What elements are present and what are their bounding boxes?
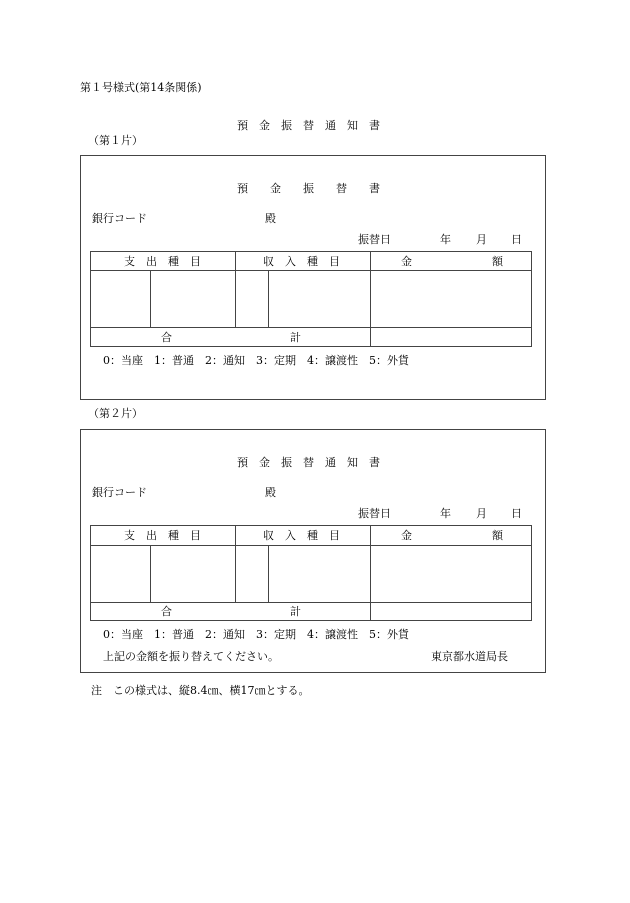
part1-year: 年 xyxy=(440,233,451,246)
part2-notice: 上記の金額を振り替えてください。 xyxy=(103,650,279,663)
part2-title: 預 金 振 替 通 知 書 xyxy=(237,456,380,469)
part2-col-amount-right: 額 xyxy=(492,529,503,542)
part2-table-total-line xyxy=(90,602,532,603)
part2-col-amount-left: 金 xyxy=(401,529,412,542)
part1-day: 日 xyxy=(511,233,522,246)
part1-table-divider xyxy=(370,251,371,347)
part1-total-right: 計 xyxy=(290,331,301,344)
part1-legend: 0：当座 1：普通 2：通知 3：定期 4：譲渡性 5：外貨 xyxy=(103,354,409,367)
part2-table-divider xyxy=(268,545,269,602)
part1-transfer-date-label: 振替日 xyxy=(358,233,391,246)
part1-col-expense: 支 出 種 目 xyxy=(124,255,201,268)
document-title: 預 金 振 替 通 知 書 xyxy=(237,119,380,132)
part1-month: 月 xyxy=(476,233,487,246)
part2-table-divider xyxy=(150,545,151,602)
part1-table-header-line xyxy=(90,270,532,271)
part1-table-divider xyxy=(268,270,269,327)
part2-bank-code-label: 銀行コード xyxy=(92,486,147,499)
part2-total-left: 合 xyxy=(161,605,172,618)
part2-day: 日 xyxy=(511,507,522,520)
part1-table-divider xyxy=(235,251,236,327)
part2-table-divider xyxy=(370,525,371,621)
part2-year: 年 xyxy=(440,507,451,520)
part2-addressee: 殿 xyxy=(265,486,276,499)
part1-col-amount-right: 額 xyxy=(492,255,503,268)
size-note: 注 この様式は、縦8.4㎝、横17㎝とする。 xyxy=(91,684,310,697)
part1-col-amount-left: 金 xyxy=(401,255,412,268)
part1-table-divider xyxy=(150,270,151,327)
part1-label: （第１片） xyxy=(88,134,143,147)
part1-bank-code-label: 銀行コード xyxy=(92,212,147,225)
part2-total-right: 計 xyxy=(290,605,301,618)
part2-month: 月 xyxy=(476,507,487,520)
part2-legend: 0：当座 1：普通 2：通知 3：定期 4：譲渡性 5：外貨 xyxy=(103,628,409,641)
form-number: 第１号様式(第14条関係) xyxy=(80,81,202,94)
part1-table-total-line xyxy=(90,327,532,328)
part2-label: （第２片） xyxy=(88,407,143,420)
part1-total-left: 合 xyxy=(161,331,172,344)
part2-table-header-line xyxy=(90,545,532,546)
part2-issuer: 東京都水道局長 xyxy=(431,650,508,663)
part1-addressee: 殿 xyxy=(265,212,276,225)
part1-title: 預 金 振 替 書 xyxy=(237,182,380,195)
part2-col-expense: 支 出 種 目 xyxy=(124,529,201,542)
part2-table-divider xyxy=(235,525,236,602)
part1-col-income: 収 入 種 目 xyxy=(263,255,340,268)
part2-transfer-date-label: 振替日 xyxy=(358,507,391,520)
part2-col-income: 収 入 種 目 xyxy=(263,529,340,542)
